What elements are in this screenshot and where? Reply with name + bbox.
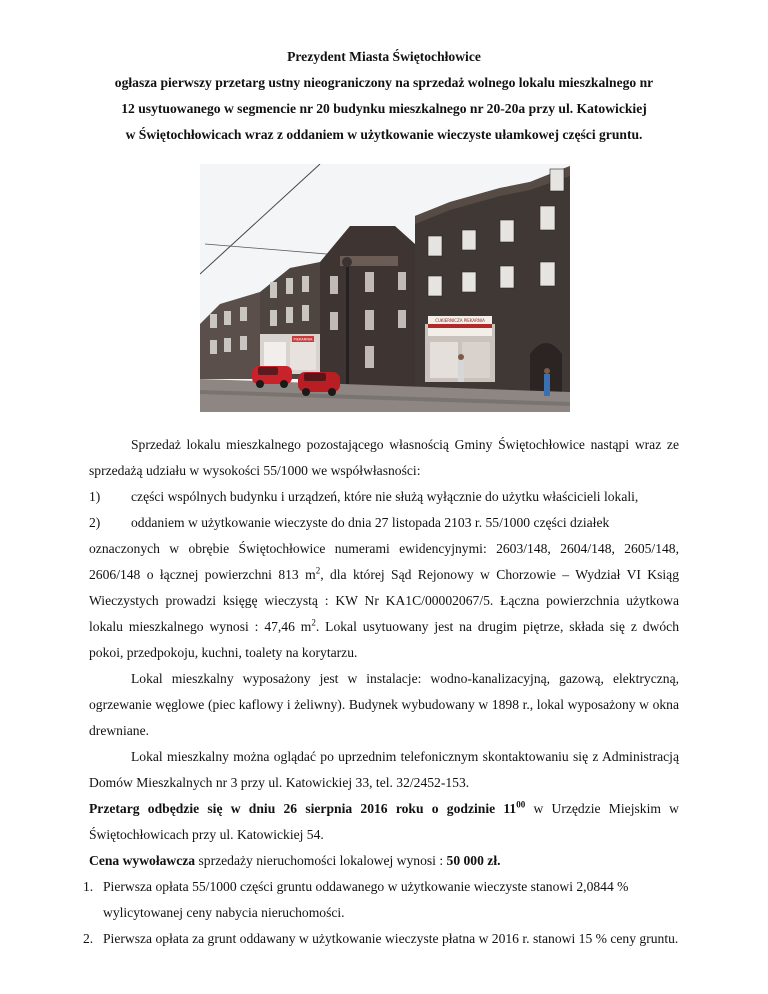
announcement-header xyxy=(60,44,708,148)
paragraph-installations: Lokal mieszkalny wyposażony jest w instalacje: wodno-kanalizacyjną, gazową, elektryczną, ogrzewanie węglowe (piec kaflowy i żeliwny). Budynek wybudowany w 1898 r., lokal wyposażony w okna drewniane. xyxy=(89,671,679,738)
auction-location: w Urzędzie Miejskim w Świętochłowicach przy ul. Katowickiej 54. xyxy=(89,801,679,842)
list-item xyxy=(89,484,679,510)
auction-date-bold: Przetarg odbędzie się w dniu 26 sierpnia 2016 roku o godzinie 11 xyxy=(89,801,517,816)
header-line-2: ogłasza pierwszy przetarg ustny nieograniczony na sprzedaż wolnego lokalu mieszkalnego nr xyxy=(114,75,654,90)
list-number: 1. xyxy=(83,879,94,894)
header-title: Prezydent Miasta Świętochłowice xyxy=(287,49,481,64)
starting-price-text: sprzedaży nieruchomości lokalowej wynosi : xyxy=(195,853,447,868)
list-item xyxy=(89,510,679,536)
header-line-3: 12 usytuowanego w segmencie nr 20 budynku mieszkalnego nr 20-20a przy ul. Katowickiej xyxy=(121,101,647,116)
list-text: części wspólnych budynku i urządzeń, które nie służą wyłącznie do użytku właścicieli lokali, xyxy=(131,489,639,504)
paragraph-plot-details xyxy=(89,536,679,666)
list-number: 1) xyxy=(89,489,101,504)
list-text: oddaniem w użytkowanie wieczyste do dnia 27 listopada 2103 r. 55/1000 części działek xyxy=(131,515,610,530)
list-item xyxy=(83,926,679,952)
paragraph-sale-intro: Sprzedaż lokalu mieszkalnego pozostającego własnością Gminy Świętochłowice nastąpi wraz ze sprzedażą udziału w wysokości 55/1000 we współwłasności: xyxy=(89,437,679,478)
building-photo xyxy=(200,164,570,412)
paragraph-viewing: Lokal mieszkalny można oglądać po uprzednim telefonicznym skontaktowaniu się z Administracją Domów Mieszkalnych nr 3 przy ul. Katowickiej 33, tel. 32/2452-153. xyxy=(89,749,679,790)
list-text: Pierwsza opłata 55/1000 części gruntu oddawanego w użytkowanie wieczyste stanowi 2,0844 % wylicytowanej ceny nabycia nieruchomości. xyxy=(103,879,629,920)
list-item xyxy=(83,874,679,926)
superscript: 00 xyxy=(516,799,526,810)
superscript: 2 xyxy=(311,617,316,628)
paragraph-auction-date xyxy=(89,796,679,848)
list-number: 2. xyxy=(83,931,94,946)
starting-price-value: 50 000 zł. xyxy=(446,853,501,868)
header-line-4: w Świętochłowicach wraz z oddaniem w użytkowanie wieczyste ułamkowej części gruntu. xyxy=(125,127,643,142)
shop-sign-left: PIEKARNIA xyxy=(293,337,313,342)
paragraph-starting-price xyxy=(89,848,679,874)
starting-price-label: Cena wywoławcza xyxy=(89,853,196,868)
list-number: 2) xyxy=(89,515,101,530)
shop-sign-right: CUKIERNICZA PIEKARNIA xyxy=(435,318,485,323)
plot-details-text: oznaczonych w obrębie Świętochłowice numerami ewidencyjnymi: 2603/148, 2604/148, 2605/148, 2606/148 o łącznej powierzchni 813 m xyxy=(89,541,679,582)
list-text: Pierwsza opłata za grunt oddawany w użytkowanie wieczyste płatna w 2016 r. stanowi 15 % ceny gruntu. xyxy=(103,931,679,946)
superscript: 2 xyxy=(315,565,321,576)
plot-details-text: , dla której Sąd Rejonowy w Chorzowie – Wydział VI Ksiąg Wieczystych prowadzi księgę wieczystą : KW Nr KA1C/00002067/5. Łączna powierzchnia użytkowa lokalu mieszkalnego wynosi : 47,46 m xyxy=(89,567,680,634)
plot-details-text: . Lokal usytuowany jest na drugim piętrze, składa się z dwóch pokoi, przedpokoju, kuchni, toalety na korytarzu. xyxy=(89,619,680,660)
announcement-body xyxy=(83,432,680,952)
